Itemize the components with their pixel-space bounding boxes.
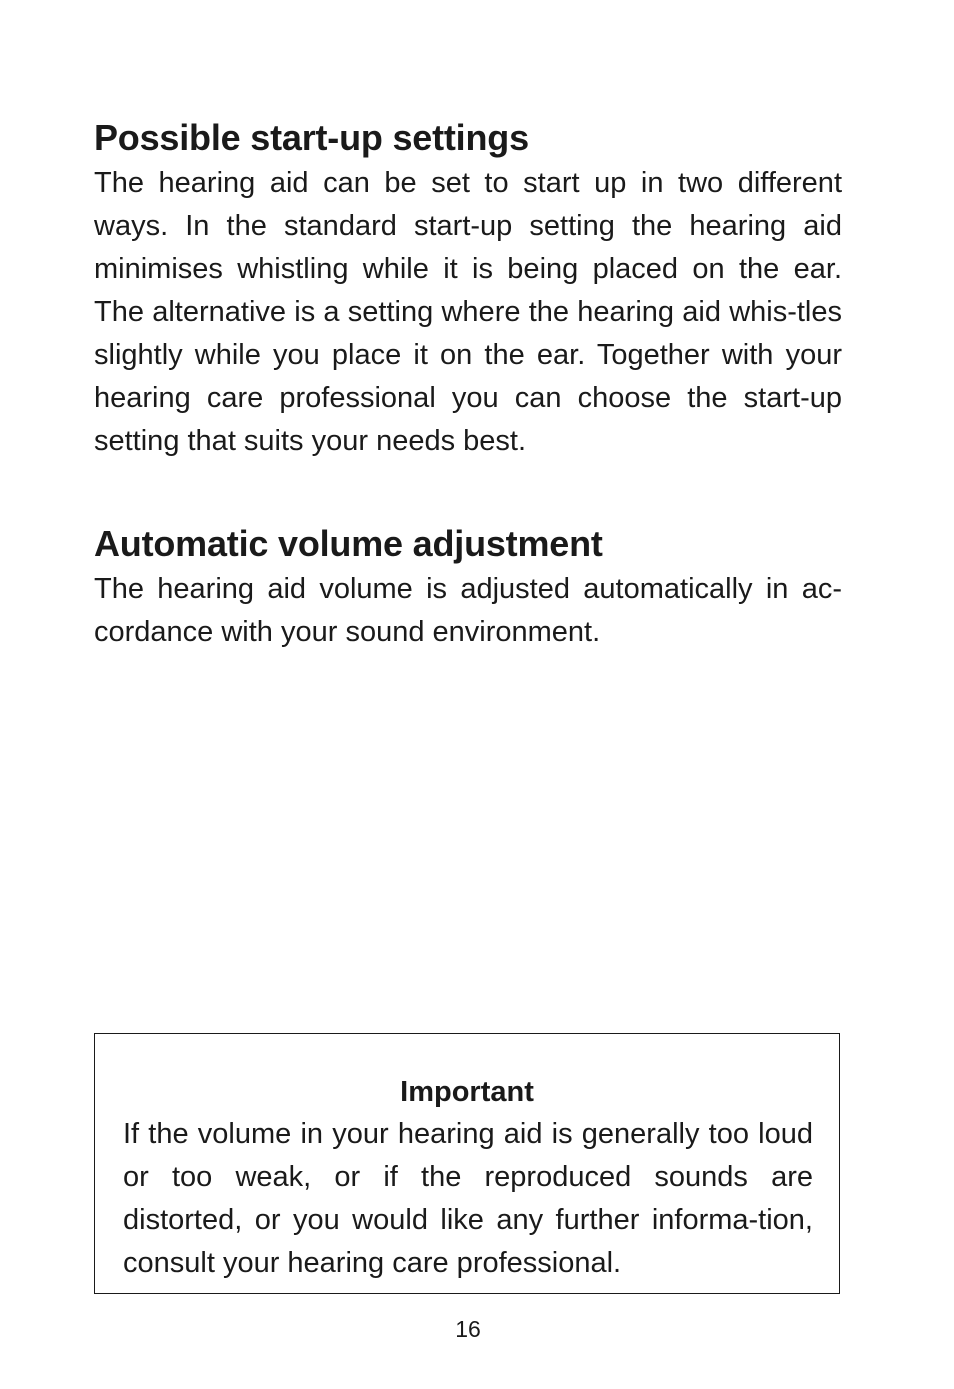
document-page [94, 0, 842, 1389]
section-body: The hearing aid volume is adjusted automatically in ac-cordance with your sound environment. [94, 573, 842, 648]
section-startup-settings [94, 114, 842, 463]
important-notice-box [94, 1033, 840, 1294]
section-body: The hearing aid can be set to start up in two different ways. In the standard start-up setting the hearing aid minimises whistling while it is being placed on the ear. The alternative is a setting where the hearing aid whis-tles slightly while you place it on the ear. Together with your hearing care professional you can choose the start-up setting that suits your needs best. [94, 167, 842, 457]
section-heading: Automatic volume adjustment [94, 523, 603, 564]
section-automatic-volume [94, 520, 842, 654]
section-heading: Possible start-up settings [94, 117, 529, 158]
page-number: 16 [455, 1316, 481, 1342]
notice-title: Important [400, 1076, 534, 1108]
notice-body: If the volume in your hearing aid is generally too loud or too weak, or if the reproduced sounds are distorted, or you would like any further informa-tion, consult your hearing care professional. [123, 1118, 813, 1279]
